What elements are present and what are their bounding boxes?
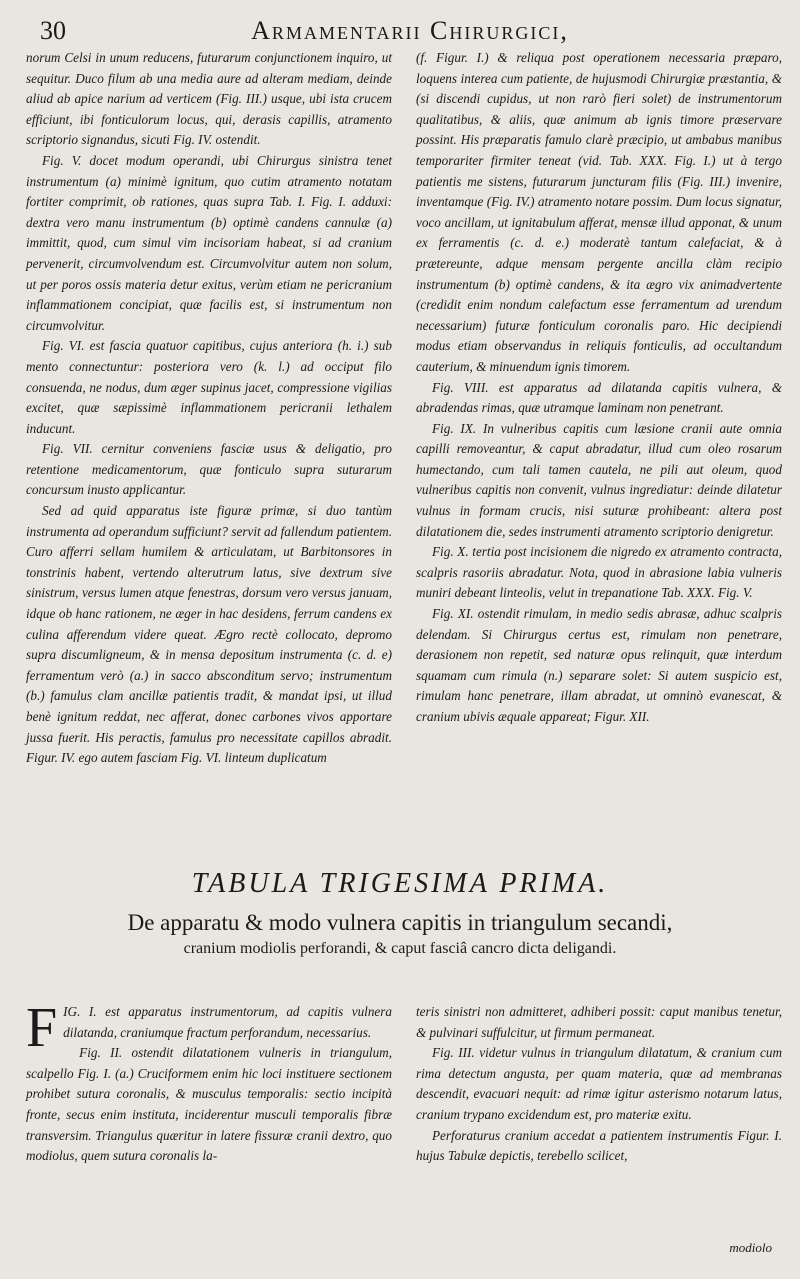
paragraph: Fig. X. tertia post incisionem die nigredo ex atramento contracta, scalpris rasoriis abradatur. Nota, quod in abrasione labia vulneris muniri debeant linteolis, velut in trepanatione Tab. XXX. Fig. V. [416,544,782,601]
top-left-column [26,48,392,769]
paragraph: Fig. VI. est fascia quatuor capitibus, cujus anteriora (h. i.) sub mento connectuntur: posteriora vero (k. l.) ad occiput filo consuenda, ne nodus, dum æger supinus jacet, compressione vigilias excitet, quæ sæpissimè inflammationem pericranii lethalem inducunt. [26,338,392,436]
paragraph: Fig. VII. cernitur conveniens fasciæ usus & deligatio, pro retentione medicamentorum, quæ fonticulo supra suturarum concursum inusto applicantur. [26,441,392,498]
drop-cap: F [26,997,58,1059]
paragraph: Fig. IX. In vulneribus capitis cum læsione cranii aute omnia capilli removeantur, & caput abradatur, illud cum oleo rosarum humectando, cum tali tamen cautela, ne pili aut oleum, quod vulneribus capitis non convenit, vulnus ingrediatur: deinde dilatetur vulnus in formam crucis, nisi suturæ prohibeant: altera post dilatationem die, sedes instrumenti atramento scriptorio denigretur. [416,420,782,539]
paragraph-text: IG. I. est apparatus instrumentorum, ad capitis vulnera dilatanda, craniumque fractum perforandum, necessarius. [63,1004,392,1040]
bottom-right-column [416,1002,782,1167]
paragraph: Perforaturus cranium accedat a patientem instrumentis Figur. I. hujus Tabulæ depictis, terebello scilicet, [416,1127,782,1164]
page-number: 30 [40,16,66,45]
paragraph: teris sinistri non admitteret, adhiberi possit: caput manibus tenetur, & pulvinari suffulcitur, ut firmum permaneat. [416,1004,782,1040]
paragraph [26,997,392,1059]
paragraph: Fig. II. ostendit dilatationem vulneris in triangulum, scalpello Fig. I. (a.) Cruciformem enim hic loci instituere sectionem prohibet sutura coronalis, & musculus temporalis: sectio incipità fronte, secus enim instituta, inciderentur musculi temporalis fibræ transversim. Triangulus quæritur in latere fissuræ cranii dextro, quo modiolus, quem sutura coronalis la- [26,1045,392,1164]
page-header [30,14,790,50]
catchword: modiolo [729,1240,772,1255]
plate-title: TABULA TRIGESIMA PRIMA. [191,868,609,899]
running-title: Armamentarii Chirurgici, [251,16,569,45]
paragraph: norum Celsi in unum reducens, futurarum conjunctionem inquiro, ut sequitur. Duco filum ab una media aure ad alteram mediam, deinde aliud ab apice narium ad verticem (Fig. III.) usque, ubi ista crucem efficiunt, ibi fonticulorum locus, qui, derasis capillis, atramento scriptorio signandus, sicuti Fig. IV. ostendit. [26,50,392,148]
paragraph: (f. Figur. I.) & reliqua post operationem necessaria præparo, loquens interea cum patiente, de hujusmodi Chirurgiæ præstantia, & (si discendi cupidus, ut non rarò fieri solet) de instrumentorum qualitatibus, & aliis, quæ animum ab ignis timore præservare possint. His præparatis famulo clarè præcipio, ut ambabus manibus temporariter firmiter teneat (vid. Tab. XXX. Fig. I.) ut à tergo patientis me sistens, futurarum juncturam filis (Fig. III.) invenire, inventamque (Fig. IV.) atramento notare possim. Dum locus signatur, voco ancillam, ut ignitabulum afferat, mensæ illud apponat, & unum ex ferramentis (c. d. e.) moderatè tantum calefaciat, & à prætereunte, adque mensam pergente ancilla clàm recipio instrumentum (b) optimè candens, & ita ægro vix animadvertente (credidit enim nondum calefactum esse ferramentum ad urendum necessarium) futuræ fonticulum coronalis paro. Hic decipiendi modus etiam observandus in reliquis fonticulis, ad occultandum cauterium, & minuendum ignis timorem. [416,50,782,374]
section-heading-line2: cranium modiolis perforandi, & caput fasciâ cancro dicta deligandi. [183,940,617,957]
paragraph: Sed ad quid apparatus iste figuræ primæ, si duo tantùm instrumenta ad operandum sufficiunt? servit ad fallendum patientem. Curo afferri sellam humilem & articulatam, ut Barbitonsores in tonstrinis habent, vertendo alterutrum latus, sive dextrum sive sinistrum, versus lumen atque fenestras, dorsum vero versus januam, idque ob hanc rationem, ne æger in hac desidens, ferrum candens ex culina afferendum videre queat. Ægro rectè collocato, depromo supra discumligneum, & in mensa depositum instrumenta (c. d. e) ferramentum verò (a.) in sacco absconditum servo; instrumentum (b.) famulus clam ancillæ patientis tradit, & mandat ipsi, ut illud benè ignitum reddat, nec afferat, donec carbones vivos apportare jussa fuerit. His peractis, famulus pro necessitate capillos abradit. Figur. IV. ego autem fasciam Fig. VI. linteum duplicatum [26,503,392,766]
paragraph: Fig. XI. ostendit rimulam, in medio sedis abrasæ, adhuc scalpris delendam. Si Chirurgus certus est, rimulam non penetrare, derasionem non repetit, sed naturæ opus relinquit, quæ interdum squamam cum rimula (n.) separare solet: Si autem suspicio est, rimulam hanc penetrare, illam abradat, ut omninò evanescat, & cranium ubivis æquale appareat; Figur. XII. [416,606,782,724]
paragraph: Fig. V. docet modum operandi, ubi Chirurgus sinistra tenet instrumentum (a) minimè ignitum, quo cutim atramento notatam fortiter comprimit, ob rationes, quas supra Tab. I. Fig. I. adduxi: dextra vero manu instrumentum (b) optimè candens cannulæ (a) immittit, quod, cum simul vim incisoriam habeat, si ad cranium pervenerit, circumvolvendum est. Circumvolvitur autem non solum, ut per poros ossis materia detur exitus, verùm etiam ne pericranium inflammationem concipiat, quæ facilis est, si instrumentum non circumvolvitur. [26,152,392,333]
paragraph: Fig. VIII. est apparatus ad dilatanda capitis vulnera, & abradendas rimas, quæ utramque laminam non penetrant. [416,379,782,416]
top-right-column [416,48,782,728]
section-heading [40,908,760,960]
bottom-left-column [26,997,392,1167]
paragraph: Fig. III. videtur vulnus in triangulum dilatatum, & cranium cum rima detectum angusta, per quam materia, quæ ad membranas descendit, evacuari nequit: ad rimæ igitur asterismo notarum latus, cranium trypano excidendum est, pro materiæ exitu. [416,1045,782,1122]
section-heading-line1: De apparatu & modo vulnera capitis in triangulum secandi, [127,910,673,935]
